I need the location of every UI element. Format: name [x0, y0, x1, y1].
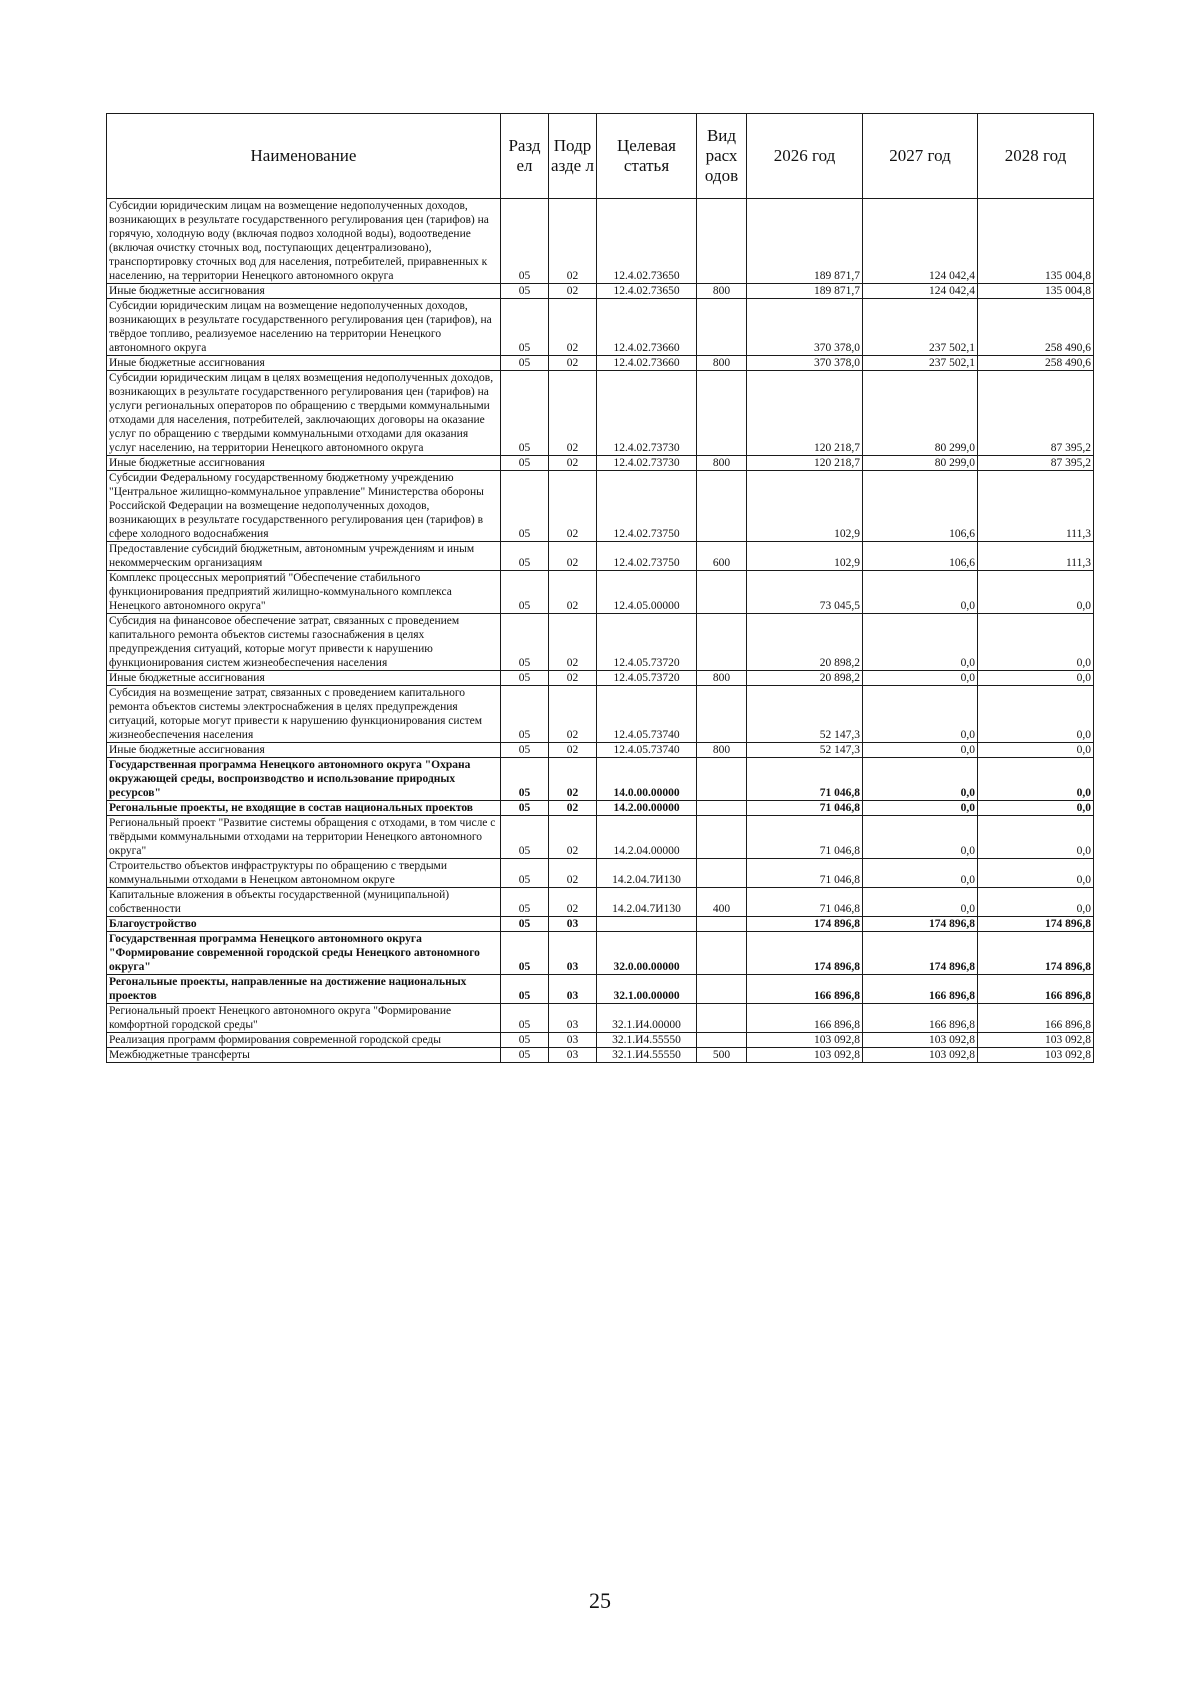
subsection-cell: 03 — [549, 975, 597, 1004]
target-article-cell: 12.4.02.73650 — [597, 199, 697, 284]
amount-2028-cell: 174 896,8 — [978, 917, 1094, 932]
subsection-cell: 02 — [549, 356, 597, 371]
expense-type-cell: 800 — [697, 456, 747, 471]
name-cell: Капитальные вложения в объекты государственной (муниципальной) собственности — [107, 888, 501, 917]
subsection-cell: 02 — [549, 299, 597, 356]
header-target-article: Целевая статья — [597, 114, 697, 199]
amount-2026-cell: 166 896,8 — [747, 975, 863, 1004]
section-cell: 05 — [501, 284, 549, 299]
expense-type-cell: 800 — [697, 743, 747, 758]
name-cell: Комплекс процессных мероприятий "Обеспечение стабильного функционирования предприятий жилищно-коммунального комплекса Ненецкого автономного округа" — [107, 571, 501, 614]
amount-2026-cell: 102,9 — [747, 542, 863, 571]
amount-2026-cell: 52 147,3 — [747, 743, 863, 758]
expense-type-cell — [697, 299, 747, 356]
name-cell: Иные бюджетные ассигнования — [107, 456, 501, 471]
section-cell: 05 — [501, 299, 549, 356]
expense-type-cell — [697, 571, 747, 614]
name-cell: Субсидии юридическим лицам на возмещение недополученных доходов, возникающих в результате государственного регулирования цен (тарифов), на твёрдое топливо, реализуемое населению на территории Ненецкого автономного округа — [107, 299, 501, 356]
section-cell: 05 — [501, 686, 549, 743]
expense-type-cell: 800 — [697, 356, 747, 371]
amount-2027-cell: 237 502,1 — [863, 299, 978, 356]
subsection-cell: 02 — [549, 471, 597, 542]
target-article-cell: 14.2.04.7И130 — [597, 888, 697, 917]
subsection-cell: 02 — [549, 199, 597, 284]
amount-2026-cell: 20 898,2 — [747, 671, 863, 686]
section-cell: 05 — [501, 801, 549, 816]
amount-2027-cell: 166 896,8 — [863, 975, 978, 1004]
amount-2028-cell: 0,0 — [978, 888, 1094, 917]
name-cell: Субсидии Федеральному государственному бюджетному учреждению "Центральное жилищно-коммунальное управление" Министерства обороны Российской Федерации на возмещение недополученных доходов, возникающих в результате государственного регулирования цен (тарифов) в сфере холодного водоснабжения — [107, 471, 501, 542]
target-article-cell: 14.2.04.7И130 — [597, 859, 697, 888]
target-article-cell: 12.4.05.00000 — [597, 571, 697, 614]
amount-2027-cell: 0,0 — [863, 571, 978, 614]
subsection-cell: 02 — [549, 743, 597, 758]
amount-2028-cell: 0,0 — [978, 743, 1094, 758]
name-cell: Строительство объектов инфраструктуры по обращению с твердыми коммунальными отходами в Ненецком автономном округе — [107, 859, 501, 888]
target-article-cell: 32.1.00.00000 — [597, 975, 697, 1004]
section-cell: 05 — [501, 356, 549, 371]
table-row — [107, 743, 1094, 758]
amount-2027-cell: 0,0 — [863, 743, 978, 758]
table-row — [107, 1004, 1094, 1033]
amount-2027-cell: 80 299,0 — [863, 371, 978, 456]
section-cell: 05 — [501, 758, 549, 801]
subsection-cell: 02 — [549, 571, 597, 614]
target-article-cell: 12.4.05.73740 — [597, 743, 697, 758]
section-cell: 05 — [501, 199, 549, 284]
name-cell: Региональный проект "Развитие системы обращения с отходами, в том числе с твёрдыми коммунальными отходами на территории Ненецкого автономного округа" — [107, 816, 501, 859]
target-article-cell: 32.1.И4.55550 — [597, 1033, 697, 1048]
amount-2026-cell: 189 871,7 — [747, 284, 863, 299]
amount-2026-cell: 102,9 — [747, 471, 863, 542]
subsection-cell: 02 — [549, 614, 597, 671]
amount-2027-cell: 124 042,4 — [863, 284, 978, 299]
header-year-2028: 2028 год — [978, 114, 1094, 199]
section-cell: 05 — [501, 917, 549, 932]
expense-type-cell — [697, 371, 747, 456]
table-row — [107, 917, 1094, 932]
name-cell: Субсидия на возмещение затрат, связанных с проведением капитального ремонта объектов системы электроснабжения в целях предупреждения ситуаций, которые могут привести к нарушению функционирования систем жизнеобеспечения населения — [107, 686, 501, 743]
expense-type-cell — [697, 975, 747, 1004]
subsection-cell: 02 — [549, 671, 597, 686]
amount-2028-cell: 135 004,8 — [978, 284, 1094, 299]
section-cell: 05 — [501, 614, 549, 671]
amount-2026-cell: 370 378,0 — [747, 299, 863, 356]
expense-type-cell — [697, 859, 747, 888]
amount-2027-cell: 0,0 — [863, 614, 978, 671]
amount-2026-cell: 120 218,7 — [747, 456, 863, 471]
amount-2027-cell: 174 896,8 — [863, 932, 978, 975]
target-article-cell: 32.0.00.00000 — [597, 932, 697, 975]
budget-page — [106, 113, 1093, 1063]
name-cell: Благоустройство — [107, 917, 501, 932]
target-article-cell: 12.4.05.73720 — [597, 671, 697, 686]
table-row — [107, 888, 1094, 917]
section-cell: 05 — [501, 859, 549, 888]
amount-2028-cell: 166 896,8 — [978, 975, 1094, 1004]
target-article-cell — [597, 917, 697, 932]
amount-2028-cell: 0,0 — [978, 816, 1094, 859]
target-article-cell: 14.2.00.00000 — [597, 801, 697, 816]
amount-2028-cell: 258 490,6 — [978, 356, 1094, 371]
amount-2027-cell: 80 299,0 — [863, 456, 978, 471]
expense-type-cell — [697, 199, 747, 284]
table-body — [107, 199, 1094, 1063]
subsection-cell: 03 — [549, 1048, 597, 1063]
table-row — [107, 571, 1094, 614]
table-row — [107, 299, 1094, 356]
header-name: Наименование — [107, 114, 501, 199]
expense-type-cell — [697, 932, 747, 975]
subsection-cell: 03 — [549, 932, 597, 975]
expense-type-cell — [697, 758, 747, 801]
amount-2027-cell: 0,0 — [863, 816, 978, 859]
amount-2027-cell: 174 896,8 — [863, 917, 978, 932]
header-expense-type: Вид расх одов — [697, 114, 747, 199]
amount-2027-cell: 124 042,4 — [863, 199, 978, 284]
name-cell: Государственная программа Ненецкого автономного округа "Формирование современной городской среды Ненецкого автономного округа" — [107, 932, 501, 975]
amount-2028-cell: 258 490,6 — [978, 299, 1094, 356]
amount-2026-cell: 71 046,8 — [747, 859, 863, 888]
section-cell: 05 — [501, 975, 549, 1004]
section-cell: 05 — [501, 371, 549, 456]
table-row — [107, 614, 1094, 671]
expense-type-cell: 600 — [697, 542, 747, 571]
subsection-cell: 03 — [549, 1033, 597, 1048]
name-cell: Субсидия на финансовое обеспечение затрат, связанных с проведением капитального ремонта объектов системы газоснабжения в целях предупреждения ситуаций, которые могут привести к нарушению функционирования систем жизнеобеспечения населения — [107, 614, 501, 671]
amount-2027-cell: 106,6 — [863, 471, 978, 542]
section-cell: 05 — [501, 1033, 549, 1048]
subsection-cell: 02 — [549, 758, 597, 801]
amount-2026-cell: 103 092,8 — [747, 1048, 863, 1063]
target-article-cell: 12.4.05.73720 — [597, 614, 697, 671]
name-cell: Предоставление субсидий бюджетным, автономным учреждениям и иным некоммерческим организациям — [107, 542, 501, 571]
expense-type-cell — [697, 614, 747, 671]
name-cell: Иные бюджетные ассигнования — [107, 743, 501, 758]
expense-type-cell: 400 — [697, 888, 747, 917]
section-cell: 05 — [501, 542, 549, 571]
section-cell: 05 — [501, 888, 549, 917]
table-row — [107, 801, 1094, 816]
amount-2027-cell: 0,0 — [863, 801, 978, 816]
table-row — [107, 542, 1094, 571]
section-cell: 05 — [501, 1048, 549, 1063]
table-row — [107, 199, 1094, 284]
amount-2026-cell: 52 147,3 — [747, 686, 863, 743]
amount-2027-cell: 106,6 — [863, 542, 978, 571]
amount-2026-cell: 71 046,8 — [747, 816, 863, 859]
name-cell: Межбюджетные трансферты — [107, 1048, 501, 1063]
amount-2026-cell: 20 898,2 — [747, 614, 863, 671]
section-cell: 05 — [501, 1004, 549, 1033]
name-cell: Субсидии юридическим лицам в целях возмещения недополученных доходов, возникающих в результате государственного регулирования цен (тарифов) на услуги региональных операторов по обращению с твердыми коммунальными отходами для населения, потребителей, заключающих договоры на оказание услуг по обращению с твердыми коммунальными отходами для оказания услуг населению, на территории Ненецкого автономного округа — [107, 371, 501, 456]
page-number: 25 — [589, 1588, 611, 1613]
expense-type-cell — [697, 1033, 747, 1048]
table-row — [107, 671, 1094, 686]
name-cell: Государственная программа Ненецкого автономного округа "Охрана окружающей среды, воспроизводство и использование природных ресурсов" — [107, 758, 501, 801]
amount-2026-cell: 71 046,8 — [747, 888, 863, 917]
expense-type-cell — [697, 917, 747, 932]
table-row — [107, 932, 1094, 975]
subsection-cell: 02 — [549, 284, 597, 299]
table-row — [107, 371, 1094, 456]
expense-type-cell — [697, 801, 747, 816]
table-row — [107, 284, 1094, 299]
subsection-cell: 02 — [549, 816, 597, 859]
table-row — [107, 975, 1094, 1004]
amount-2027-cell: 103 092,8 — [863, 1033, 978, 1048]
amount-2028-cell: 103 092,8 — [978, 1048, 1094, 1063]
name-cell: Реализация программ формирования современной городской среды — [107, 1033, 501, 1048]
amount-2026-cell: 71 046,8 — [747, 758, 863, 801]
amount-2026-cell: 166 896,8 — [747, 1004, 863, 1033]
name-cell: Иные бюджетные ассигнования — [107, 284, 501, 299]
amount-2027-cell: 0,0 — [863, 671, 978, 686]
target-article-cell: 12.4.02.73750 — [597, 542, 697, 571]
amount-2026-cell: 71 046,8 — [747, 801, 863, 816]
section-cell: 05 — [501, 932, 549, 975]
header-subsection: Подр азде л — [549, 114, 597, 199]
subsection-cell: 02 — [549, 542, 597, 571]
amount-2028-cell: 0,0 — [978, 614, 1094, 671]
section-cell: 05 — [501, 456, 549, 471]
target-article-cell: 14.2.04.00000 — [597, 816, 697, 859]
amount-2027-cell: 0,0 — [863, 859, 978, 888]
section-cell: 05 — [501, 571, 549, 614]
target-article-cell: 12.4.02.73660 — [597, 299, 697, 356]
target-article-cell: 12.4.02.73660 — [597, 356, 697, 371]
amount-2027-cell: 0,0 — [863, 686, 978, 743]
subsection-cell: 02 — [549, 859, 597, 888]
name-cell: Регональные проекты, не входящие в состав национальных проектов — [107, 801, 501, 816]
amount-2027-cell: 166 896,8 — [863, 1004, 978, 1033]
table-row — [107, 356, 1094, 371]
expense-type-cell — [697, 816, 747, 859]
table-header — [107, 114, 1094, 199]
amount-2026-cell: 120 218,7 — [747, 371, 863, 456]
table-row — [107, 686, 1094, 743]
target-article-cell: 12.4.02.73730 — [597, 371, 697, 456]
table-row — [107, 1048, 1094, 1063]
amount-2028-cell: 0,0 — [978, 671, 1094, 686]
header-year-2026: 2026 год — [747, 114, 863, 199]
subsection-cell: 03 — [549, 917, 597, 932]
target-article-cell: 12.4.02.73730 — [597, 456, 697, 471]
amount-2028-cell: 0,0 — [978, 758, 1094, 801]
name-cell: Субсидии юридическим лицам на возмещение недополученных доходов, возникающих в результате государственного регулирования цен (тарифов) на горячую, холодную воду (включая подвоз холодной воды), водоотведение (включая очистку сточных вод, поступающих децентрализовано), транспортировку сточных вод для населения, потребителей, приравненных к населению, на территории Ненецкого автономного округа — [107, 199, 501, 284]
table-row — [107, 758, 1094, 801]
target-article-cell: 12.4.02.73750 — [597, 471, 697, 542]
subsection-cell: 02 — [549, 456, 597, 471]
budget-table — [106, 113, 1094, 1063]
expense-type-cell — [697, 686, 747, 743]
amount-2027-cell: 0,0 — [863, 888, 978, 917]
name-cell: Иные бюджетные ассигнования — [107, 356, 501, 371]
table-row — [107, 816, 1094, 859]
table-row — [107, 859, 1094, 888]
table-row — [107, 1033, 1094, 1048]
amount-2028-cell: 111,3 — [978, 542, 1094, 571]
header-section: Разд ел — [501, 114, 549, 199]
name-cell: Иные бюджетные ассигнования — [107, 671, 501, 686]
table-row — [107, 471, 1094, 542]
expense-type-cell: 800 — [697, 671, 747, 686]
amount-2027-cell: 103 092,8 — [863, 1048, 978, 1063]
expense-type-cell — [697, 471, 747, 542]
name-cell: Региональный проект Ненецкого автономного округа "Формирование комфортной городской среды" — [107, 1004, 501, 1033]
amount-2028-cell: 0,0 — [978, 801, 1094, 816]
amount-2028-cell: 87 395,2 — [978, 456, 1094, 471]
target-article-cell: 12.4.05.73740 — [597, 686, 697, 743]
expense-type-cell: 500 — [697, 1048, 747, 1063]
amount-2026-cell: 370 378,0 — [747, 356, 863, 371]
subsection-cell: 02 — [549, 888, 597, 917]
table-row — [107, 456, 1094, 471]
amount-2028-cell: 111,3 — [978, 471, 1094, 542]
subsection-cell: 03 — [549, 1004, 597, 1033]
amount-2026-cell: 73 045,5 — [747, 571, 863, 614]
amount-2027-cell: 237 502,1 — [863, 356, 978, 371]
target-article-cell: 12.4.02.73650 — [597, 284, 697, 299]
header-year-2027: 2027 год — [863, 114, 978, 199]
amount-2028-cell: 0,0 — [978, 571, 1094, 614]
amount-2026-cell: 189 871,7 — [747, 199, 863, 284]
name-cell: Регональные проекты, направленные на достижение национальных проектов — [107, 975, 501, 1004]
subsection-cell: 02 — [549, 371, 597, 456]
amount-2028-cell: 166 896,8 — [978, 1004, 1094, 1033]
amount-2027-cell: 0,0 — [863, 758, 978, 801]
subsection-cell: 02 — [549, 801, 597, 816]
target-article-cell: 14.0.00.00000 — [597, 758, 697, 801]
expense-type-cell: 800 — [697, 284, 747, 299]
section-cell: 05 — [501, 471, 549, 542]
section-cell: 05 — [501, 816, 549, 859]
amount-2028-cell: 87 395,2 — [978, 371, 1094, 456]
section-cell: 05 — [501, 671, 549, 686]
amount-2026-cell: 174 896,8 — [747, 917, 863, 932]
amount-2028-cell: 135 004,8 — [978, 199, 1094, 284]
amount-2028-cell: 0,0 — [978, 859, 1094, 888]
subsection-cell: 02 — [549, 686, 597, 743]
target-article-cell: 32.1.И4.55550 — [597, 1048, 697, 1063]
amount-2028-cell: 103 092,8 — [978, 1033, 1094, 1048]
amount-2028-cell: 0,0 — [978, 686, 1094, 743]
amount-2026-cell: 103 092,8 — [747, 1033, 863, 1048]
target-article-cell: 32.1.И4.00000 — [597, 1004, 697, 1033]
section-cell: 05 — [501, 743, 549, 758]
amount-2026-cell: 174 896,8 — [747, 932, 863, 975]
amount-2028-cell: 174 896,8 — [978, 932, 1094, 975]
expense-type-cell — [697, 1004, 747, 1033]
